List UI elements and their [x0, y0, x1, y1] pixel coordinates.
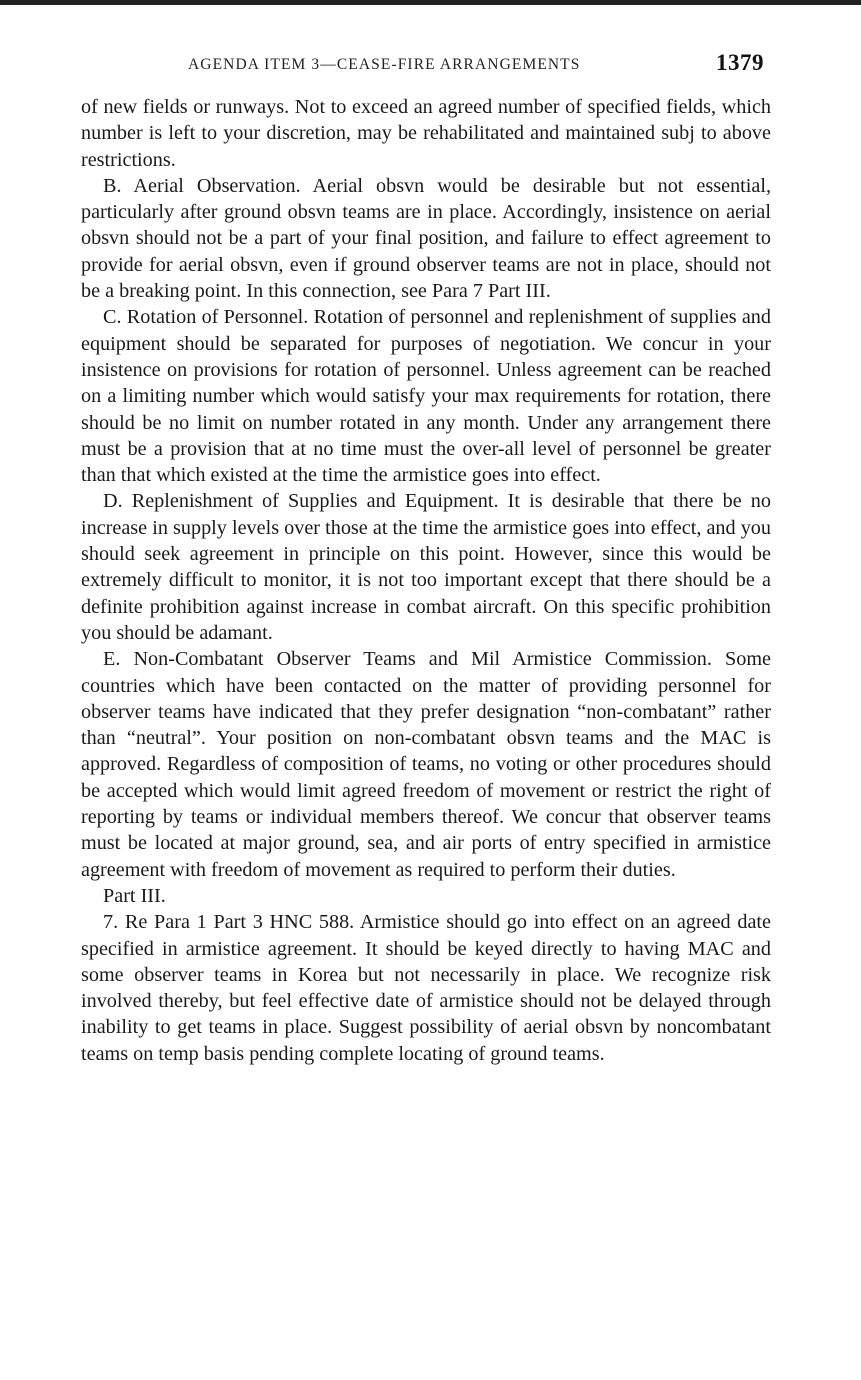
paragraph-replenishment: D. Replenishment of Supplies and Equipment. It is desirable that there be no increase in supply levels over those at the time the armistice goes into effect, and you should seek agreement in principle on this point. However, since this would be extremely difficult to monitor, it is not too important except that there should be a definite prohibition against increase in combat aircraft. On this specific prohibition you should be adamant.	[81, 490, 771, 644]
paragraph-item-7: 7. Re Para 1 Part 3 HNC 588. Armistice should go into effect on an agreed date specified in armistice agreement. It should be keyed directly to having MAC and some observer teams in Korea but not necessarily in place. We recognize risk involved thereby, but feel effective date of armistice should not be delayed through inability to get teams in place. Suggest possibility of aerial obsvn by noncombatant teams on temp basis pending complete locating of ground teams.	[81, 911, 771, 1065]
paragraph-observer-teams: E. Non-Combatant Observer Teams and Mil Armistice Commission. Some countries which have been contacted on the matter of providing personnel for observer teams have indicated that they prefer designation “non-combatant” rather than “neutral”. Your position on non-combatant obsvn teams and the MAC is approved. Regardless of composition of teams, no voting or other procedures should be accepted which would limit agreed freedom of movement or restrict the right of reporting by teams or individual members thereof. We concur that observer teams must be located at major ground, sea, and air ports of entry specified in armistice agreement with freedom of movement as required to perform their duties.	[81, 648, 771, 881]
body-text	[81, 94, 771, 1067]
part-heading: Part III.	[103, 884, 166, 907]
page-number: 1379	[716, 50, 764, 75]
page-header	[188, 50, 768, 80]
paragraph-continuation: of new fields or runways. Not to exceed an agreed number of specified fields, which number is left to your discretion, may be rehabilitated and maintained subj to above restrictions.	[81, 96, 771, 171]
page-top-edge	[0, 0, 861, 5]
running-head: AGENDA ITEM 3—CEASE-FIRE ARRANGEMENTS	[188, 56, 581, 73]
paragraph-rotation-of-personnel: C. Rotation of Personnel. Rotation of personnel and replenishment of supplies and equipment should be separated for purposes of negotiation. We concur in your insistence on provisions for rotation of personnel. Unless agreement can be reached on a limiting number which would satisfy your max requirements for rotation, there should be no limit on number rotated in any month. Under any arrangement there must be a provision that at no time must the over-all level of personnel be greater than that which existed at the time the armistice goes into effect.	[81, 306, 771, 487]
paragraph-aerial-observation: B. Aerial Observation. Aerial obsvn would be desirable but not essential, particularly after ground obsvn teams are in place. Accordingly, insistence on aerial obsvn should not be a part of your final position, and failure to effect agreement to provide for aerial obsvn, even if ground observer teams are not in place, should not be a breaking point. In this connection, see Para 7 Part III.	[81, 174, 771, 303]
